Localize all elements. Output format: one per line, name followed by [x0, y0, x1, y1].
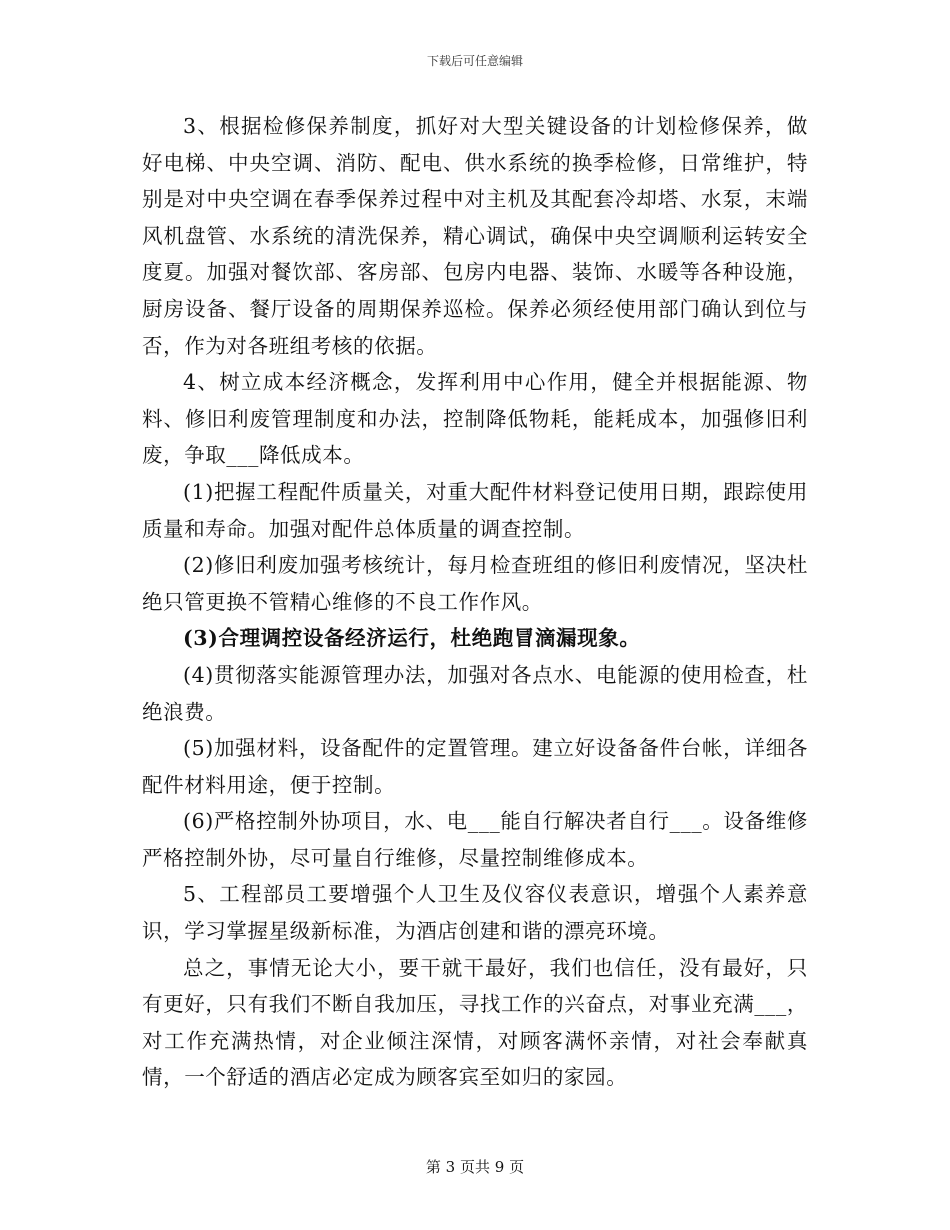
page-number-footer: 第 3 页共 9 页 [425, 1158, 525, 1176]
paragraph-item-4: 4、树立成本经济概念，发挥利用中心作用，健全并根据能源、物料、修旧利废管理制度和办法，控制降低物耗，能耗成本，加强修旧利废，争取___降低成本。 [142, 370, 808, 468]
page-header: 下载后可任意编辑 [426, 54, 523, 68]
paragraph-subitem-2: (2)修旧利废加强考核统计，每月检查班组的修旧利废情况，坚决杜绝只管更换不管精心维修的不良工作作风。 [142, 553, 808, 614]
paragraph-subitem-5: (5)加强材料，设备配件的定置管理。建立好设备备件台帐，详细各配件材料用途，便于控制。 [142, 736, 808, 797]
paragraph-item-3: 3、根据检修保养制度，抓好对大型关键设备的计划检修保养，做好电梯、中央空调、消防、配电、供水系统的换季检修，日常维护，特别是对中央空调在春季保养过程中对主机及其配套冷却塔、水泵，末端风机盘管、水系统的清洗保养，精心调试，确保中央空调顺利运转安全度夏。加强对餐饮部、客房部、包房内电器、装饰、水暖等各种设施，厨房设备、餐厅设备的周期保养巡检。保养必须经使用部门确认到位与否，作为对各班组考核的依据。 [142, 114, 808, 358]
paragraph-subitem-3: (3)合理调控设备经济运行，杜绝跑冒滴漏现象。 [183, 626, 641, 651]
paragraph-subitem-1: (1)把握工程配件质量关，对重大配件材料登记使用日期，跟踪使用质量和寿命。加强对配件总体质量的调查控制。 [142, 479, 808, 541]
paragraph-subitem-4: (4)贯彻落实能源管理办法，加强对各点水、电能源的使用检查，杜绝浪费。 [142, 662, 808, 724]
paragraph-subitem-6: (6)严格控制外协项目，水、电___能自行解决者自行___。设备维修严格控制外协，尽可量自行维修，尽量控制维修成本。 [142, 809, 808, 870]
paragraph-item-5: 5、工程部员工要增强个人卫生及仪容仪表意识，增强个人素养意识，学习掌握星级新标准，为酒店创建和谐的漂亮环境。 [142, 882, 808, 944]
paragraph-conclusion: 总之，事情无论大小，要干就干最好，我们也信任，没有最好，只有更好，只有我们不断自我加压，寻找工作的兴奋点，对事业充满___，对工作充满热情，对企业倾注深情，对顾客满怀亲情，对社会奉献真情，一个舒适的酒店必定成为顾客宾至如归的家园。 [142, 955, 808, 1090]
document-body [142, 108, 808, 1096]
